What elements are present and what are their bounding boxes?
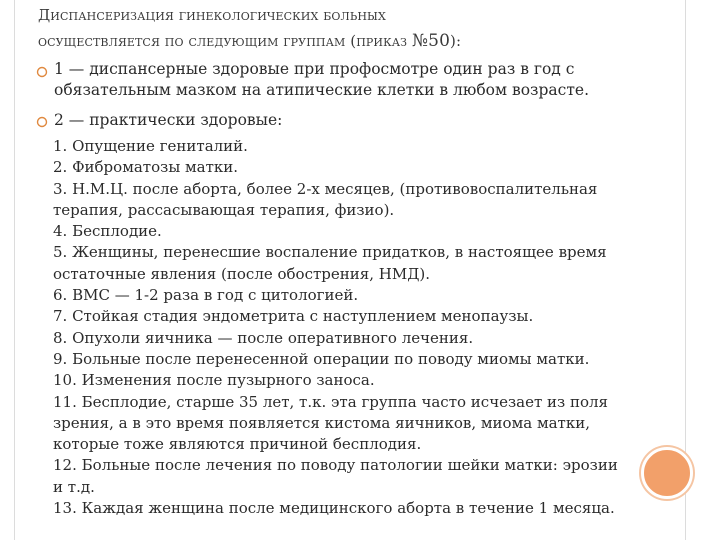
list-item: 3. Н.М.Ц. после аборта, более 2-х месяцев, (противовоспалительная терапия, рассасывающая терапия, физио).	[53, 179, 598, 219]
title-line-2	[38, 28, 618, 54]
bullet-circle-icon	[34, 64, 50, 80]
list-item: 13. Каждая женщина после медицинского аборта в течение 1 месяца.	[53, 499, 615, 518]
list-item: 1. Опущение гениталий.	[53, 137, 248, 155]
list-item: 2. Фиброматозы матки.	[53, 158, 239, 177]
list-item: 8. Опухоли яичника — после оперативного лечения.	[53, 328, 474, 347]
list-item: 7. Стойкая стадия эндометрита с наступлением менопаузы.	[53, 307, 534, 326]
bullet-circle-icon	[34, 114, 50, 130]
group-2-conditions-list	[53, 136, 618, 519]
slide-title	[38, 2, 618, 54]
decorative-circle-icon	[641, 447, 693, 499]
bullet-group-2-text: 2 — практически здоровые:	[54, 111, 283, 129]
title-line-2-prefix: осуществляется по следующим группам (приказ	[38, 32, 412, 50]
list-item: 11. Бесплодие, старше 35 лет, т.к. эта группа часто исчезает из поля зрения, а в это время появляется кистома яичников, миома матки, которые тоже являются причиной бесплодия.	[53, 392, 609, 454]
list-item: 9. Больные после перенесенной операции по поводу миомы матки.	[53, 349, 590, 368]
list-item: 4. Бесплодие.	[53, 222, 162, 241]
title-order-number: №50	[412, 31, 451, 51]
title-line-2-suffix: ):	[450, 32, 462, 50]
title-line-1: Диспансеризация гинекологических больных	[38, 6, 386, 24]
bullet-group-1-text: 1 — диспансерные здоровые при профосмотре один раз в год с обязательным мазком на атипические клетки в любом возрасте.	[54, 60, 589, 99]
list-item: 10. Изменения после пузырного заноса.	[53, 371, 375, 390]
list-item: 5. Женщины, перенесшие воспаление придатков, в настоящее время остаточные явления (после обострения, НМД).	[53, 243, 607, 283]
list-item: 6. ВМС — 1-2 раза в год с цитологией.	[53, 286, 359, 305]
list-item: 12. Больные после лечения по поводу патологии шейки матки: эрозии и т.д.	[53, 456, 618, 496]
